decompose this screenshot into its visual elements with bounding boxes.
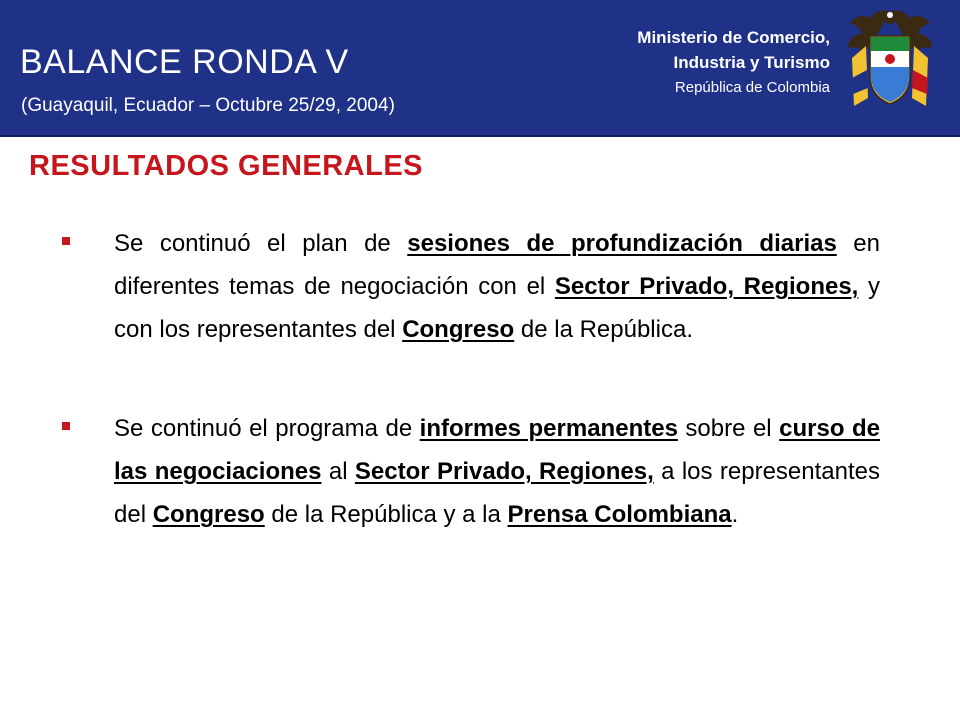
bullet-text-1-seg-1: sesiones de profundización diarias: [407, 230, 837, 257]
bullet-text-1-seg-2: en diferentes temas de negociación con el: [114, 230, 880, 300]
square-bullet-icon: [62, 422, 70, 430]
square-bullet-icon: [62, 237, 70, 245]
bullet-text-2-seg-4: al: [321, 458, 355, 485]
bullet-text-2-seg-8: de la República y a la: [264, 501, 508, 528]
bullet-text-2-seg-1: informes permanentes: [419, 415, 678, 442]
bullet-list: [60, 222, 880, 536]
bullet-text-2-seg-9: Prensa Colombiana: [507, 501, 732, 528]
bullet-text-1-seg-6: de la República.: [514, 316, 693, 343]
bullet-text-1-seg-3: Sector Privado, Regiones,: [554, 273, 859, 300]
ministry-line-2: Industria y Turismo: [673, 53, 830, 72]
slide-subtitle: (Guayaquil, Ecuador – Octubre 25/29, 2004): [21, 95, 395, 116]
colombia-coat-of-arms-icon: [844, 6, 936, 128]
bullet-item-1: [60, 222, 880, 351]
slide-header: [0, 0, 960, 137]
bullet-text-1-seg-5: Congreso: [402, 316, 515, 343]
bullet-text-2-seg-10: .: [731, 501, 739, 528]
bullet-text-1-seg-4: y con los representantes del: [114, 273, 881, 343]
bullet-text-2-seg-2: sobre el: [677, 415, 780, 442]
bullet-text-2-seg-3: curso de las negociaciones: [114, 415, 881, 485]
bullet-text-2-seg-0: Se continuó el programa de: [114, 415, 420, 442]
bullet-text-1-seg-0: Se continuó el plan de: [114, 230, 408, 257]
ministry-line-3: República de Colombia: [674, 79, 830, 96]
bullet-text-2-seg-5: Sector Privado, Regiones,: [354, 458, 654, 485]
bullet-item-2: [60, 407, 880, 536]
slide-title: BALANCE RONDA V: [20, 43, 349, 81]
section-title: RESULTADOS GENERALES: [29, 150, 424, 182]
ministry-line-1: Ministerio de Comercio,: [637, 28, 830, 47]
ministry-block: [637, 25, 830, 100]
bullet-text-2-seg-6: a los representantes del: [114, 458, 881, 528]
bullet-text-2-seg-7: Congreso: [152, 501, 265, 528]
